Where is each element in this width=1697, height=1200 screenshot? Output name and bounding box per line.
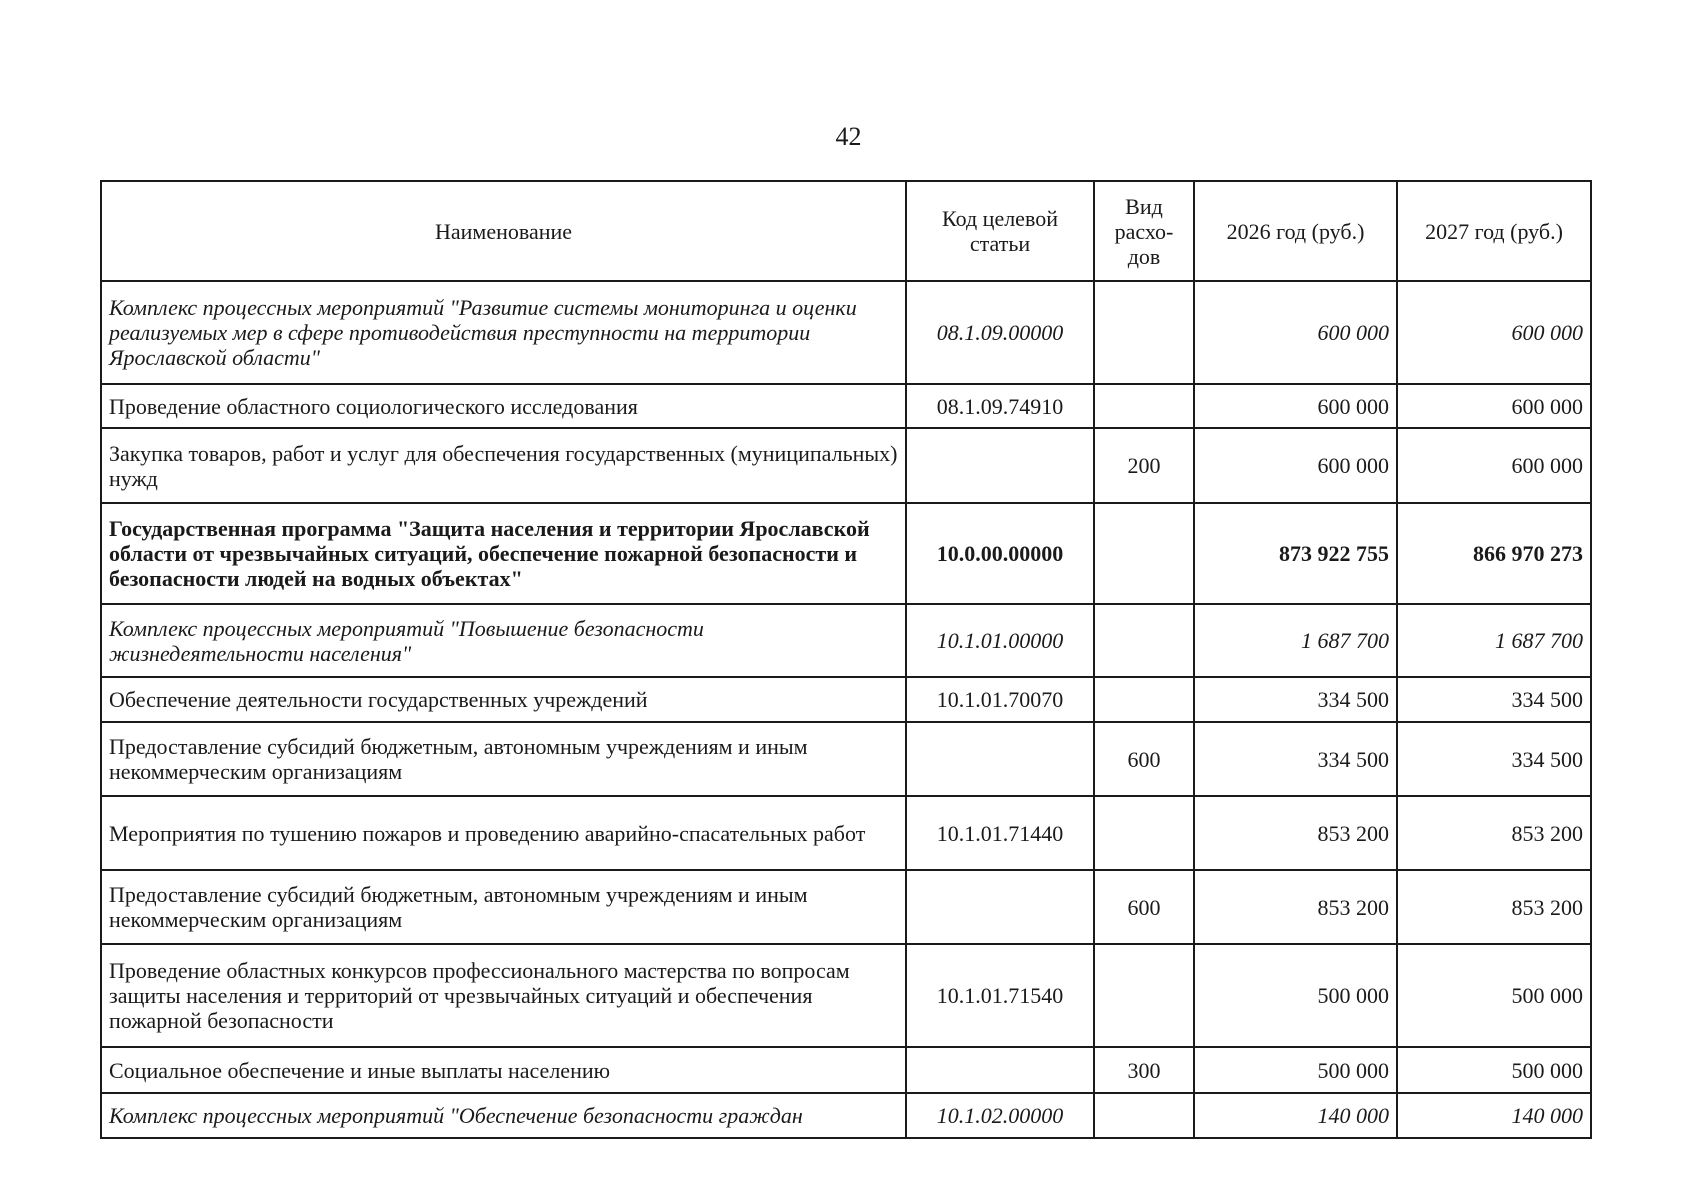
row-2027: 853 200 xyxy=(1397,796,1591,870)
row-kind: 600 xyxy=(1094,722,1194,796)
row-name: Комплекс процессных мероприятий "Обеспечение безопасности граждан xyxy=(101,1093,906,1138)
row-kind xyxy=(1094,677,1194,722)
row-name: Социальное обеспечение и иные выплаты населению xyxy=(101,1047,906,1093)
row-2026: 1 687 700 xyxy=(1194,604,1397,677)
row-code xyxy=(906,722,1094,796)
table-row xyxy=(101,428,1591,503)
page-number: 42 xyxy=(835,122,862,151)
table-row xyxy=(101,281,1591,384)
table-row xyxy=(101,503,1591,604)
table-row xyxy=(101,384,1591,428)
header-name: Наименование xyxy=(101,181,906,281)
row-2027: 334 500 xyxy=(1397,677,1591,722)
row-2026: 334 500 xyxy=(1194,677,1397,722)
row-code: 08.1.09.74910 xyxy=(906,384,1094,428)
row-name: Мероприятия по тушению пожаров и проведению аварийно-спасательных работ xyxy=(101,796,906,870)
row-2026: 873 922 755 xyxy=(1194,503,1397,604)
table-row xyxy=(101,722,1591,796)
header-2027: 2027 год (руб.) xyxy=(1397,181,1591,281)
header-2026: 2026 год (руб.) xyxy=(1194,181,1397,281)
row-2026: 140 000 xyxy=(1194,1093,1397,1138)
row-kind: 300 xyxy=(1094,1047,1194,1093)
row-2027: 866 970 273 xyxy=(1397,503,1591,604)
row-kind xyxy=(1094,796,1194,870)
row-2026: 500 000 xyxy=(1194,1047,1397,1093)
row-name: Обеспечение деятельности государственных учреждений xyxy=(101,677,906,722)
row-name: Комплекс процессных мероприятий "Развитие системы мониторинга и оценки реализуемых мер в сфере противодействия преступности на территории Ярославской области" xyxy=(101,281,906,384)
row-name: Предоставление субсидий бюджетным, автономным учреждениям и иным некоммерческим организациям xyxy=(101,870,906,944)
row-code: 10.1.01.70070 xyxy=(906,677,1094,722)
table-body xyxy=(101,281,1591,1138)
row-2027: 1 687 700 xyxy=(1397,604,1591,677)
row-kind xyxy=(1094,1093,1194,1138)
row-2026: 600 000 xyxy=(1194,428,1397,503)
row-name: Государственная программа "Защита населения и территории Ярославской области от чрезвычайных ситуаций, обеспечение пожарной безопасности и безопасности людей на водных объектах" xyxy=(101,503,906,604)
row-code: 10.1.01.00000 xyxy=(906,604,1094,677)
row-code: 10.1.01.71540 xyxy=(906,944,1094,1047)
table-row xyxy=(101,604,1591,677)
row-2026: 500 000 xyxy=(1194,944,1397,1047)
row-name: Проведение областных конкурсов профессионального мастерства по вопросам защиты населения и территорий от чрезвычайных ситуаций и обеспечения пожарной безопасности xyxy=(101,944,906,1047)
header-kind: Вид расхо-дов xyxy=(1094,181,1194,281)
row-code: 10.1.01.71440 xyxy=(906,796,1094,870)
row-kind: 600 xyxy=(1094,870,1194,944)
row-kind xyxy=(1094,944,1194,1047)
row-2026: 853 200 xyxy=(1194,870,1397,944)
row-kind: 200 xyxy=(1094,428,1194,503)
row-kind xyxy=(1094,384,1194,428)
table-row xyxy=(101,944,1591,1047)
row-code xyxy=(906,428,1094,503)
row-code: 10.0.00.00000 xyxy=(906,503,1094,604)
row-2026: 600 000 xyxy=(1194,384,1397,428)
row-name: Предоставление субсидий бюджетным, автономным учреждениям и иным некоммерческим организациям xyxy=(101,722,906,796)
row-2026: 600 000 xyxy=(1194,281,1397,384)
row-name: Закупка товаров, работ и услуг для обеспечения государственных (муниципальных) нужд xyxy=(101,428,906,503)
row-name: Проведение областного социологического исследования xyxy=(101,384,906,428)
row-2026: 853 200 xyxy=(1194,796,1397,870)
row-code: 10.1.02.00000 xyxy=(906,1093,1094,1138)
row-kind xyxy=(1094,281,1194,384)
row-2027: 600 000 xyxy=(1397,281,1591,384)
header-row xyxy=(101,181,1591,281)
table-row xyxy=(101,870,1591,944)
table-row xyxy=(101,1093,1591,1138)
row-kind xyxy=(1094,604,1194,677)
row-code: 08.1.09.00000 xyxy=(906,281,1094,384)
row-name: Комплекс процессных мероприятий "Повышение безопасности жизнедеятельности населения" xyxy=(101,604,906,677)
row-code xyxy=(906,1047,1094,1093)
table-row xyxy=(101,1047,1591,1093)
row-code xyxy=(906,870,1094,944)
row-2027: 334 500 xyxy=(1397,722,1591,796)
row-2027: 140 000 xyxy=(1397,1093,1591,1138)
row-2027: 500 000 xyxy=(1397,944,1591,1047)
row-2027: 600 000 xyxy=(1397,428,1591,503)
table-row xyxy=(101,796,1591,870)
table-row xyxy=(101,677,1591,722)
header-code: Код целевой статьи xyxy=(906,181,1094,281)
budget-table xyxy=(100,180,1592,1139)
row-kind xyxy=(1094,503,1194,604)
row-2026: 334 500 xyxy=(1194,722,1397,796)
row-2027: 853 200 xyxy=(1397,870,1591,944)
row-2027: 500 000 xyxy=(1397,1047,1591,1093)
row-2027: 600 000 xyxy=(1397,384,1591,428)
